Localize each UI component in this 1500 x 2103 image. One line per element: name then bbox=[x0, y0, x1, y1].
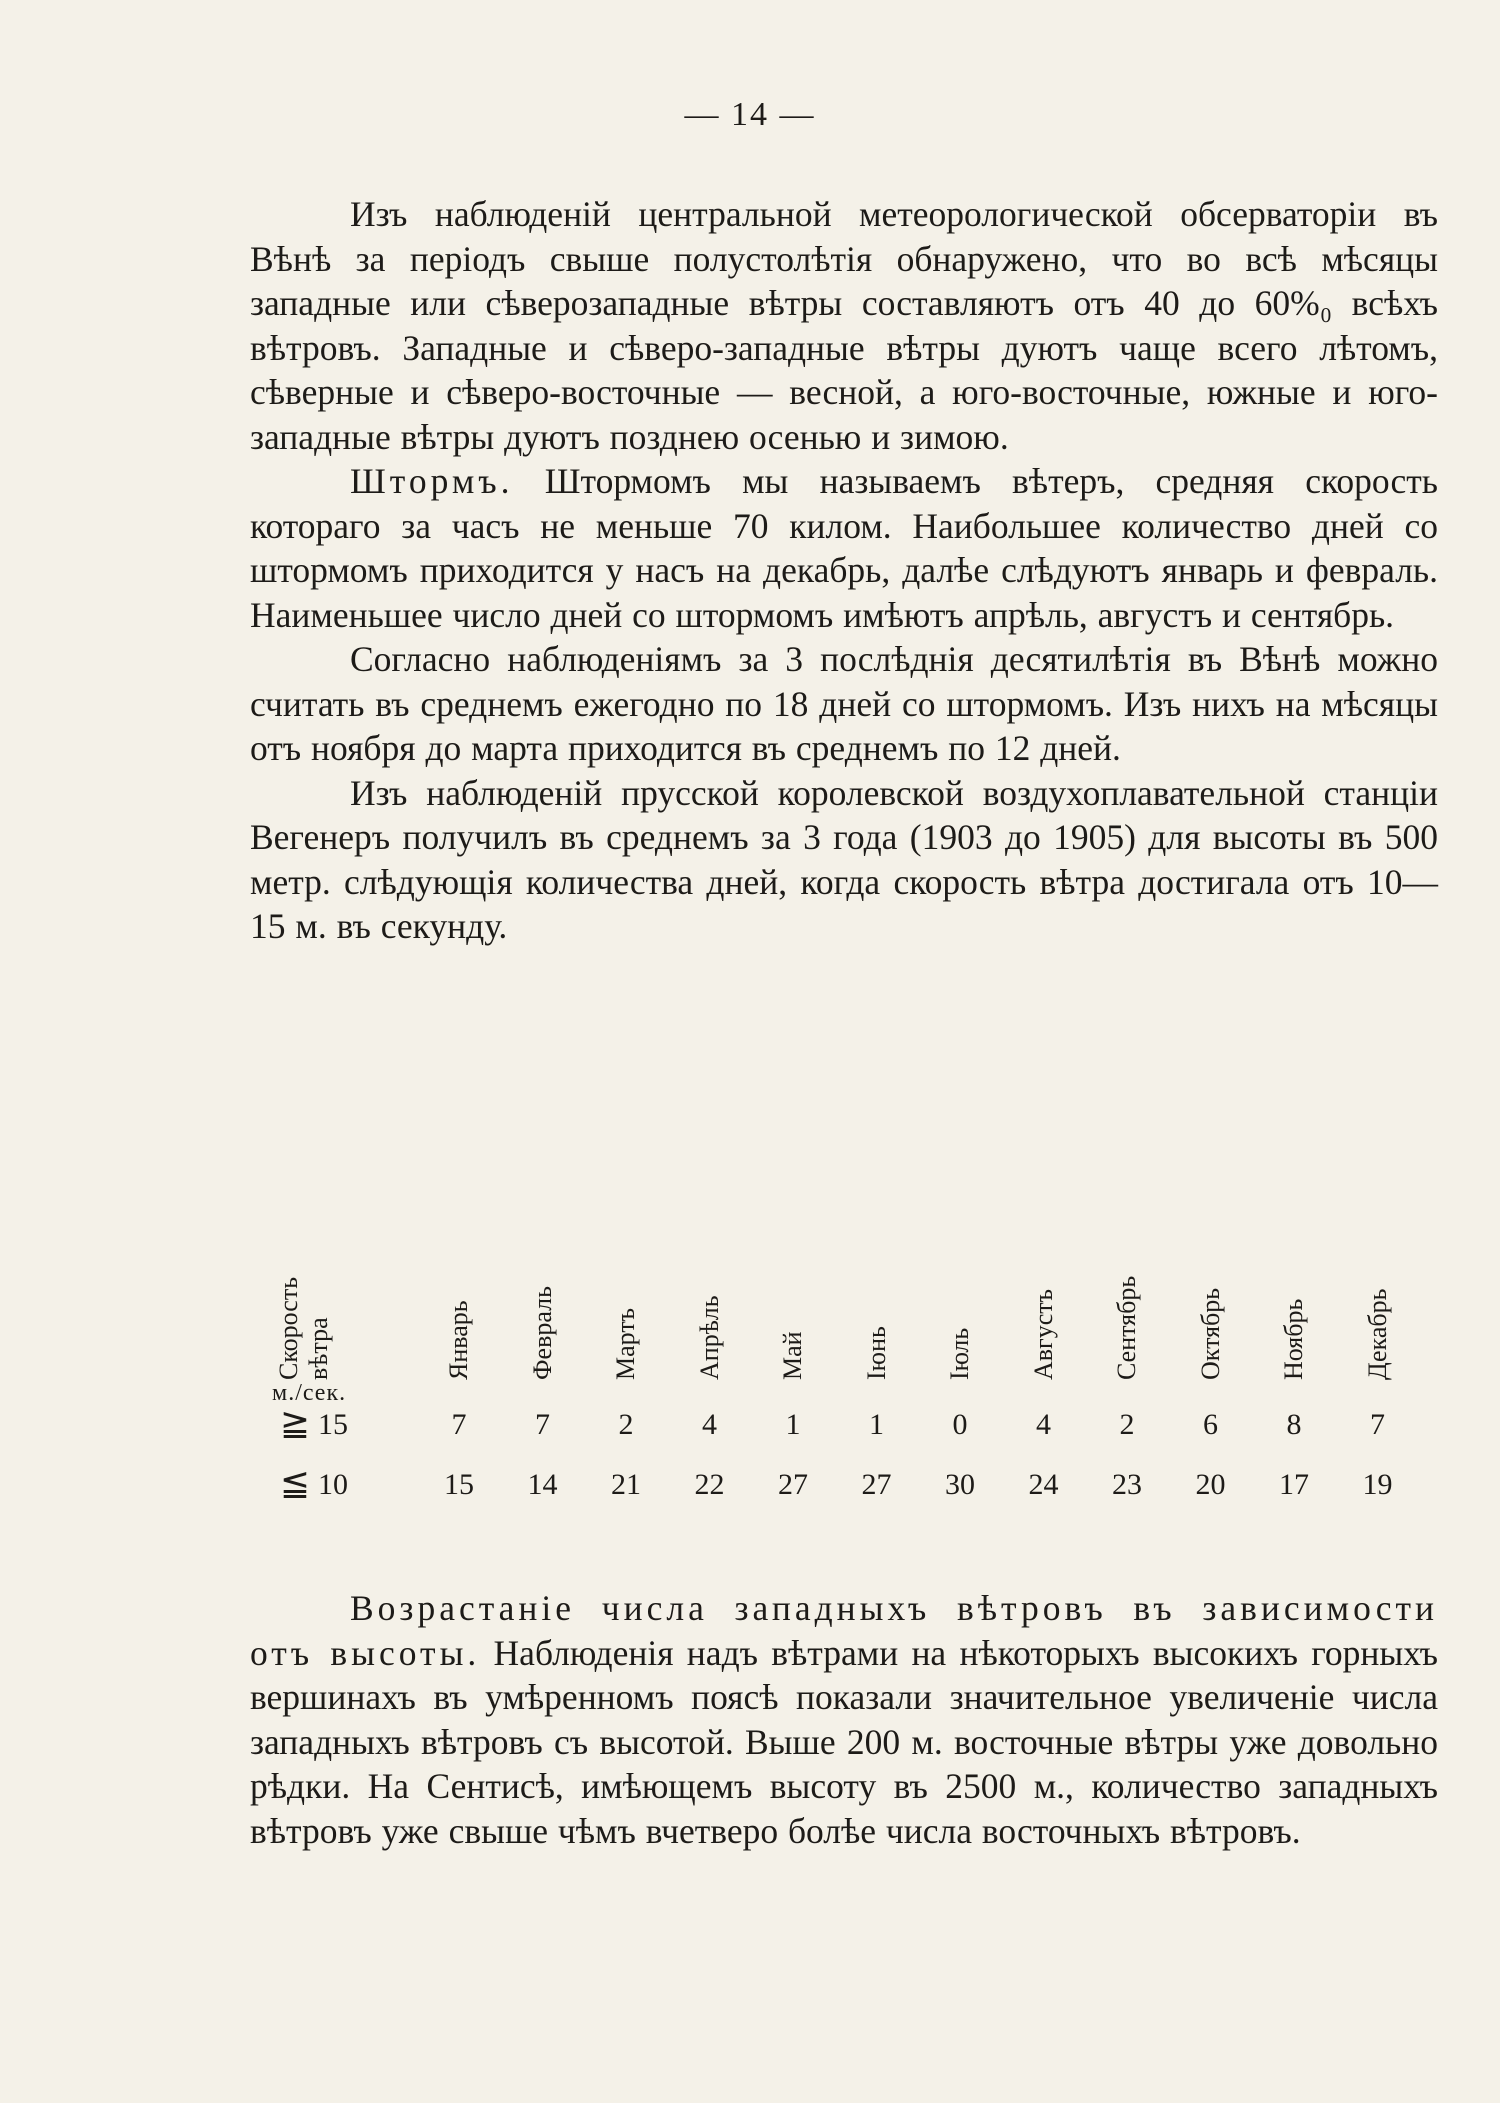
table-cell: 30 bbox=[945, 1468, 975, 1501]
table-cell: 6 bbox=[1203, 1408, 1218, 1441]
month-label: Апрѣль bbox=[694, 1295, 724, 1380]
table-cell: 14 bbox=[527, 1468, 558, 1501]
month-header bbox=[587, 1230, 665, 1380]
speed-header bbox=[270, 1230, 370, 1406]
paragraph-4: Изъ наблюденій прусской королевской воздухоплавательной станціи Вегенеръ получилъ въ среднемъ за 3 года (1903 до 1905) для высоты въ 500 метр. слѣдующія количества дней, когда скорость вѣтра достигала отъ 10—15 м. въ секунду. bbox=[250, 772, 1438, 946]
wind-speed-table bbox=[270, 1230, 1420, 1520]
table-cell: 1 bbox=[785, 1408, 801, 1441]
text-block-top bbox=[250, 192, 1438, 949]
month-label: Августъ bbox=[1028, 1288, 1058, 1380]
month-label: Сентябрь bbox=[1112, 1275, 1141, 1380]
table-cell: 2 bbox=[1119, 1408, 1135, 1441]
table-cell: 27 bbox=[778, 1468, 808, 1501]
page-number: — 14 — bbox=[684, 96, 816, 133]
month-column bbox=[754, 1230, 832, 1520]
month-column bbox=[1339, 1230, 1417, 1520]
paragraph-section bbox=[250, 1586, 1438, 1853]
month-column bbox=[671, 1230, 749, 1520]
month-column bbox=[1255, 1230, 1333, 1520]
month-column bbox=[1088, 1230, 1166, 1520]
table-cell: 20 bbox=[1195, 1468, 1226, 1501]
month-column bbox=[587, 1230, 665, 1520]
month-header bbox=[1339, 1230, 1417, 1380]
month-label: Октябрь bbox=[1195, 1287, 1225, 1380]
month-label: Май bbox=[778, 1331, 807, 1380]
month-label: Мартъ bbox=[611, 1307, 640, 1380]
speed-header-line2: вѣтра bbox=[304, 1317, 333, 1380]
table-cell: 27 bbox=[861, 1468, 892, 1501]
table-cell: 7 bbox=[1370, 1408, 1385, 1441]
month-header bbox=[838, 1230, 916, 1380]
table-cell: 8 bbox=[1286, 1408, 1302, 1441]
month-header bbox=[1005, 1230, 1083, 1380]
table-cell: 2 bbox=[618, 1408, 634, 1441]
table-cell: 4 bbox=[1036, 1408, 1051, 1441]
table-cell: 4 bbox=[702, 1408, 717, 1441]
table-cell: 15 bbox=[444, 1468, 474, 1501]
storm-text: Штормомъ мы называемъ вѣтеръ, средняя скорость котораго за часъ не меньше 70 килом. Наибольшее количество дней со штормомъ приходится у насъ на декабрь, далѣе слѣдуютъ январь и февраль. Наименьшее число дней со штормомъ имѣютъ апрѣль, августъ и сентябрь. bbox=[250, 461, 1438, 635]
section-text: Наблюденія надъ вѣтрами на нѣкоторыхъ высокихъ горныхъ вершинахъ въ умѣренномъ поясѣ показали значительное увеличеніе числа западныхъ вѣтровъ съ высотой. Выше 200 м. восточные вѣтры уже довольно рѣдки. На Сентисѣ, имѣющемъ высоту въ 2500 м., количество западныхъ вѣтровъ уже свыше чѣмъ вчетверо болѣе числа восточныхъ вѣтровъ. bbox=[250, 1632, 1438, 1851]
section-heading: Возрастаніе числа западныхъ вѣтровъ въ зависимости отъ высоты. bbox=[250, 1588, 1438, 1673]
month-header bbox=[1172, 1230, 1250, 1380]
table-cell: 21 bbox=[611, 1468, 641, 1501]
storm-heading: Штормъ. bbox=[350, 461, 514, 501]
month-header bbox=[504, 1230, 582, 1380]
table-cell: 17 bbox=[1279, 1468, 1309, 1501]
paragraph-3: Согласно наблюденіямъ за 3 послѣднія десятилѣтія въ Вѣнѣ можно считать въ среднемъ ежегодно по 18 дней со штормомъ. Изъ нихъ на мѣсяцы отъ ноября до марта приходится въ среднемъ по 12 дней. bbox=[250, 639, 1438, 768]
speed-header-line1: Скорость bbox=[274, 1276, 303, 1380]
month-label: Февраль bbox=[527, 1286, 557, 1380]
month-column bbox=[838, 1230, 916, 1520]
month-header bbox=[921, 1230, 999, 1380]
month-column bbox=[921, 1230, 999, 1520]
speed-value-row1: 15 bbox=[318, 1408, 348, 1441]
table-cell: 0 bbox=[952, 1408, 968, 1441]
month-column bbox=[1172, 1230, 1250, 1520]
month-header bbox=[1088, 1230, 1166, 1380]
month-label: Январь bbox=[444, 1300, 473, 1380]
speed-unit: м./сек. bbox=[272, 1380, 347, 1406]
paragraph-1: Изъ наблюденій центральной метеорологической обсерваторіи въ Вѣнѣ за періодъ свыше полустолѣтія обнаружено, что во всѣ мѣсяцы западные или сѣверозападные вѣтры составляютъ отъ 40 до 60%₀ всѣхъ вѣтровъ. Западные и сѣверо-западные вѣтры дуютъ чаще всего лѣтомъ, сѣверные и сѣверо-восточные — весной, а юго-восточные, южные и юго-западные вѣтры дуютъ позднею осенью и зимою. bbox=[250, 194, 1438, 457]
table-cell: 22 bbox=[694, 1468, 725, 1501]
month-header bbox=[420, 1230, 498, 1380]
table-cell: 1 bbox=[869, 1408, 884, 1441]
month-label: Іюнь bbox=[861, 1326, 891, 1380]
table-cell: 24 bbox=[1028, 1468, 1059, 1501]
text-block-bottom bbox=[250, 1586, 1438, 1853]
month-header bbox=[754, 1230, 832, 1380]
month-column bbox=[420, 1230, 498, 1520]
month-column bbox=[1005, 1230, 1083, 1520]
table-cell: 7 bbox=[535, 1408, 550, 1441]
less-equal-symbol: ≦ bbox=[279, 1463, 311, 1503]
table-cell: 23 bbox=[1112, 1468, 1142, 1501]
month-label: Ноябрь bbox=[1279, 1298, 1308, 1380]
paragraph-storm bbox=[250, 459, 1438, 637]
table-cell: 7 bbox=[451, 1408, 467, 1441]
month-column bbox=[504, 1230, 582, 1520]
speed-value-row2: 10 bbox=[318, 1468, 348, 1501]
month-header bbox=[1255, 1230, 1333, 1380]
month-header bbox=[671, 1230, 749, 1380]
greater-equal-symbol: ≧ bbox=[279, 1403, 311, 1443]
table-cell: 19 bbox=[1362, 1468, 1393, 1501]
month-label: Декабрь bbox=[1362, 1288, 1392, 1380]
month-label: Іюль bbox=[945, 1327, 974, 1380]
